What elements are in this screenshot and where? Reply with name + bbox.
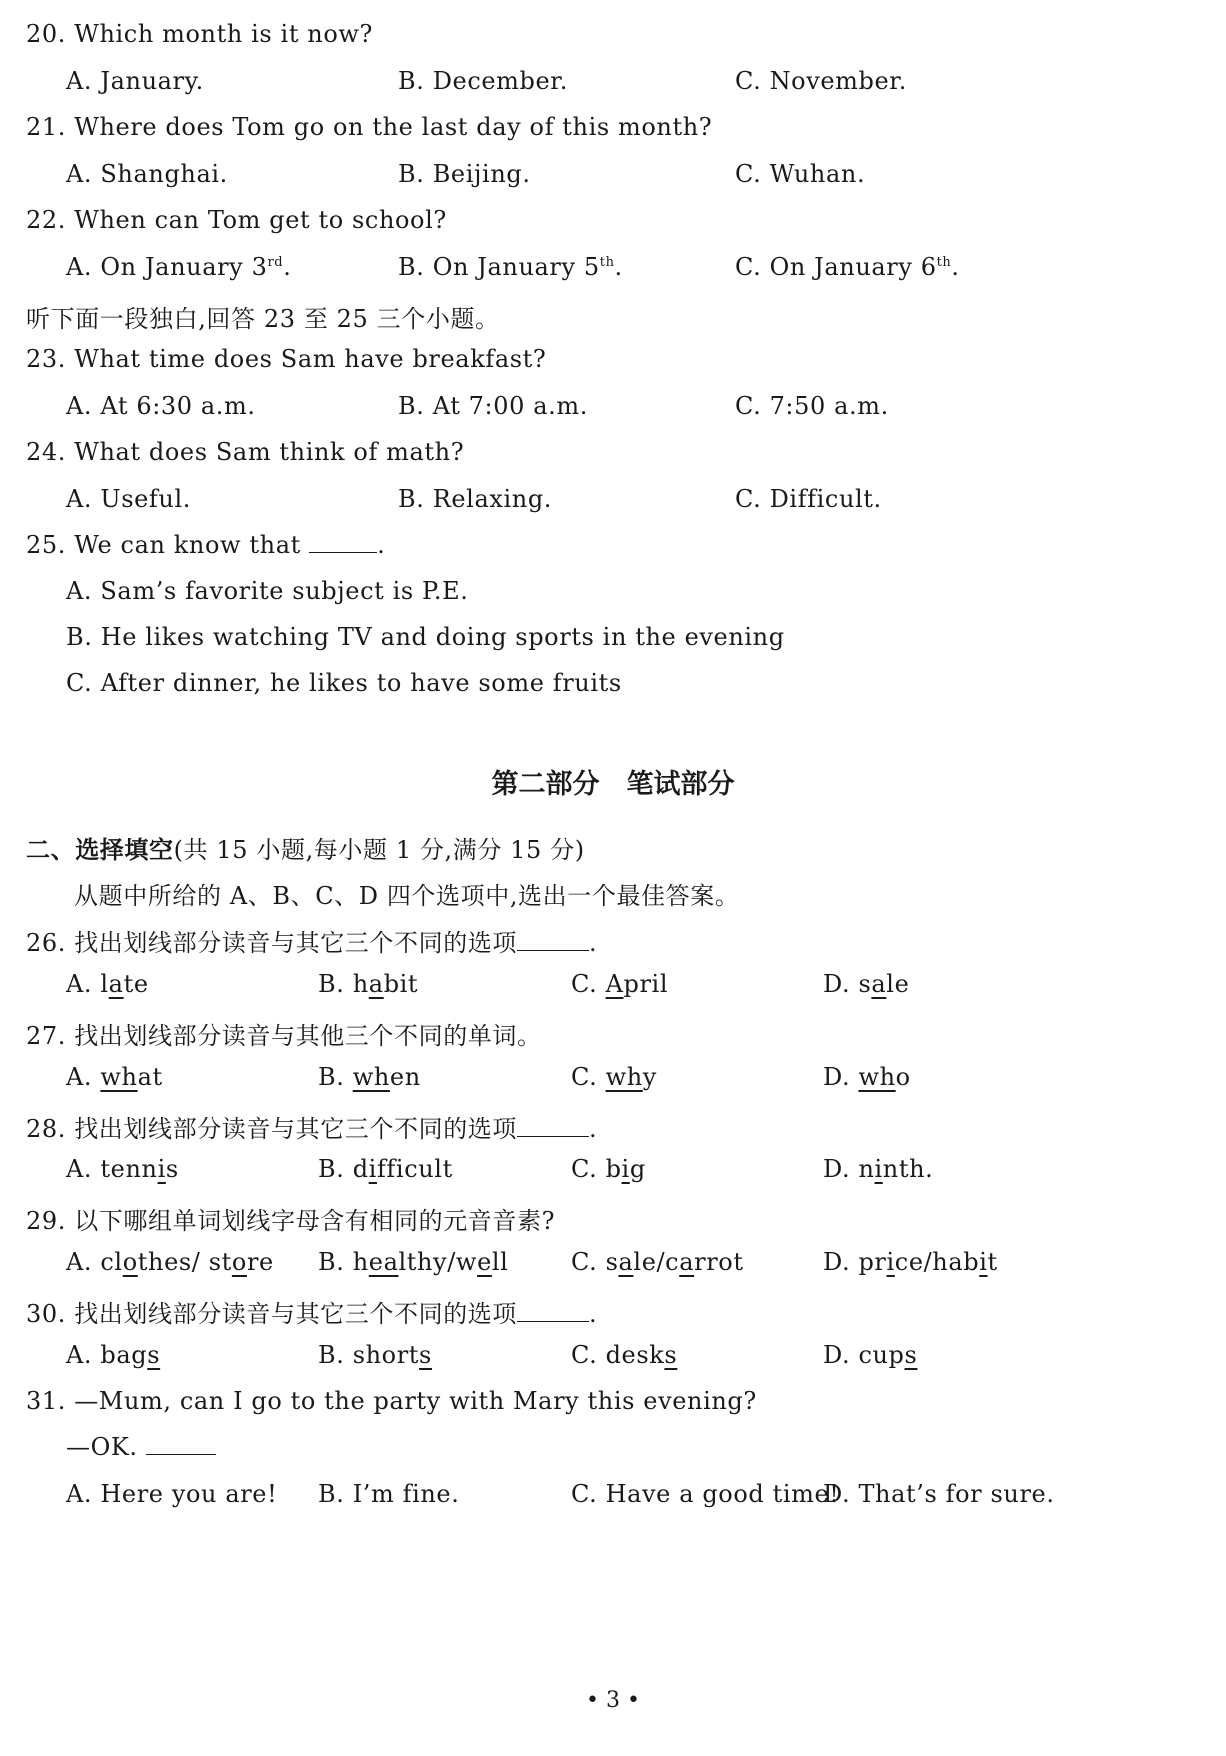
answer-blank xyxy=(517,1301,589,1322)
question-27-stem: 27. 找出划线部分读音与其他三个不同的单词。 xyxy=(26,1022,542,1050)
question-21-stem: 21. Where does Tom go on the last day of this month? xyxy=(26,113,713,141)
q29-option-b: B. healthy/well xyxy=(318,1248,509,1276)
question-24-stem: 24. What does Sam think of math? xyxy=(26,438,465,466)
question-20-stem: 20. Which month is it now? xyxy=(26,20,374,48)
q31-option-d: D. That’s for sure. xyxy=(823,1480,1055,1508)
q25-option-b: B. He likes watching TV and doing sports in the evening xyxy=(66,623,785,651)
q27-option-b: B. when xyxy=(318,1063,421,1091)
q30-option-b: B. shorts xyxy=(318,1341,432,1369)
q20-option-b: B. December. xyxy=(398,67,568,95)
q23-option-b: B. At 7:00 a.m. xyxy=(398,392,588,420)
answer-blank xyxy=(517,930,589,951)
q22-option-a: A. On January 3rd. xyxy=(66,253,292,281)
q29-option-a: A. clothes/ store xyxy=(66,1248,274,1276)
q25-option-c: C. After dinner, he likes to have some fruits xyxy=(66,669,622,697)
q24-option-c: C. Difficult. xyxy=(735,485,882,513)
q27-option-c: C. why xyxy=(571,1063,657,1091)
q24-option-b: B. Relaxing. xyxy=(398,485,553,513)
q21-option-a: A. Shanghai. xyxy=(66,160,228,188)
q31-option-c: C. Have a good time! xyxy=(571,1480,840,1508)
question-28-stem: 28. 找出划线部分读音与其它三个不同的选项 . xyxy=(26,1115,598,1143)
question-26-stem: 26. 找出划线部分读音与其它三个不同的选项 . xyxy=(26,929,598,957)
q27-option-a: A. what xyxy=(66,1063,163,1091)
page-number: • 3 • xyxy=(586,1688,640,1713)
question-22-stem: 22. When can Tom get to school? xyxy=(26,206,447,234)
q25-option-a: A. Sam’s favorite subject is P.E. xyxy=(66,577,469,605)
q28-option-d: D. ninth. xyxy=(823,1155,934,1183)
q29-option-c: C. sale/carrot xyxy=(571,1248,744,1276)
q24-option-a: A. Useful. xyxy=(66,485,191,513)
q28-option-c: C. big xyxy=(571,1155,646,1183)
q31-option-a: A. Here you are! xyxy=(66,1480,278,1508)
question-25-stem: 25. We can know that . xyxy=(26,531,386,559)
q28-option-a: A. tennis xyxy=(66,1155,179,1183)
q29-option-d: D. price/habit xyxy=(823,1248,998,1276)
q26-option-b: B. habit xyxy=(318,970,419,998)
q26-option-a: A. late xyxy=(66,970,149,998)
q26-option-d: D. sale xyxy=(823,970,910,998)
answer-blank xyxy=(517,1116,589,1137)
q22-option-c: C. On January 6th. xyxy=(735,253,960,281)
q31-option-b: B. I’m fine. xyxy=(318,1480,460,1508)
q31-reply: —OK. xyxy=(66,1433,216,1461)
q23-option-a: A. At 6:30 a.m. xyxy=(66,392,256,420)
question-29-stem: 29. 以下哪组单词划线字母含有相同的元音音素? xyxy=(26,1207,556,1235)
q30-option-d: D. cups xyxy=(823,1341,918,1369)
answer-blank xyxy=(146,1434,216,1455)
q23-option-c: C. 7:50 a.m. xyxy=(735,392,889,420)
question-23-stem: 23. What time does Sam have breakfast? xyxy=(26,345,547,373)
section-2-instruction: 从题中所给的 A、B、C、D 四个选项中,选出一个最佳答案。 xyxy=(74,882,740,910)
monologue-instruction: 听下面一段独白,回答 23 至 25 三个小题。 xyxy=(26,305,500,333)
q21-option-b: B. Beijing. xyxy=(398,160,531,188)
question-30-stem: 30. 找出划线部分读音与其它三个不同的选项 . xyxy=(26,1300,598,1328)
q20-option-a: A. January. xyxy=(66,67,204,95)
q26-option-c: C. April xyxy=(571,970,669,998)
q22-option-b: B. On January 5th. xyxy=(398,253,623,281)
q30-option-c: C. desks xyxy=(571,1341,678,1369)
q20-option-c: C. November. xyxy=(735,67,907,95)
question-31-stem: 31. —Mum, can I go to the party with Mary this evening? xyxy=(26,1387,757,1415)
section-2-header: 二、选择填空(共 15 小题,每小题 1 分,满分 15 分) xyxy=(26,836,585,864)
answer-blank xyxy=(309,532,377,553)
q28-option-b: B. difficult xyxy=(318,1155,453,1183)
part-two-title: 第二部分 笔试部分 xyxy=(491,769,735,800)
q30-option-a: A. bags xyxy=(66,1341,161,1369)
q21-option-c: C. Wuhan. xyxy=(735,160,866,188)
q27-option-d: D. who xyxy=(823,1063,911,1091)
